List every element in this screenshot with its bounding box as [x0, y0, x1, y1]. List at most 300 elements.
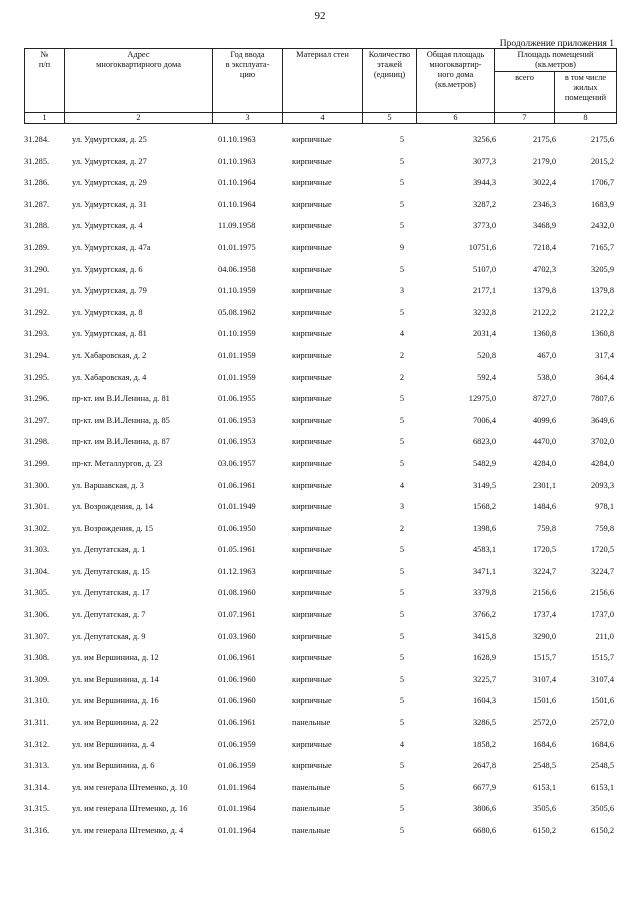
row-floors: 5: [399, 804, 404, 814]
row-material: панельные: [292, 826, 331, 835]
row-address: ул. Хабаровская, д. 4: [72, 372, 147, 382]
row-number: 31.299.: [24, 458, 50, 468]
row-floors: 5: [399, 782, 404, 792]
table-row: [24, 756, 616, 778]
table-row: [24, 821, 616, 843]
row-premises-all: 3022,4: [532, 178, 556, 188]
row-number: 31.308.: [24, 653, 50, 663]
row-year: 01.06.1953: [218, 415, 256, 425]
row-material: кирпичные: [292, 264, 332, 274]
row-premises-all: 1501,6: [532, 696, 556, 706]
row-address: ул. Возрождения, д. 15: [72, 523, 154, 533]
row-premises-living: 6150,2: [590, 826, 614, 835]
table-row: [24, 324, 616, 346]
row-total-area: 3471,1: [472, 566, 496, 576]
row-total-area: 12975,0: [468, 394, 496, 404]
row-number: 31.297.: [24, 415, 50, 425]
row-year: 01.08.1960: [218, 588, 256, 598]
row-number: 31.300.: [24, 480, 50, 490]
row-premises-all: 759,8: [537, 523, 556, 533]
row-floors: 9: [399, 242, 404, 252]
row-total-area: 4583,1: [472, 545, 496, 555]
row-floors: 2: [399, 350, 404, 360]
row-total-area: 3256,6: [472, 135, 496, 144]
row-premises-living: 211,0: [595, 631, 614, 641]
row-floors: 3: [399, 502, 404, 512]
row-total-area: 1858,2: [472, 739, 496, 749]
row-total-area: 2031,4: [472, 329, 496, 339]
row-year: 01.01.1959: [218, 350, 256, 360]
row-floors: 2: [399, 372, 404, 382]
row-address: ул. Хабаровская, д. 2: [72, 350, 147, 360]
row-premises-all: 2572,0: [532, 718, 556, 728]
row-number: 31.311.: [24, 718, 49, 728]
row-year: 01.06.1961: [218, 480, 256, 490]
row-premises-living: 2175,6: [590, 135, 614, 144]
row-total-area: 5107,0: [472, 264, 496, 274]
table-row: [24, 346, 616, 368]
row-floors: 5: [399, 631, 404, 641]
header-all: всего: [495, 72, 555, 113]
table-row: [24, 195, 616, 217]
row-premises-all: 2175,6: [532, 135, 556, 144]
table-row: [24, 691, 616, 713]
row-premises-living: 6153,1: [590, 782, 614, 792]
row-year: 03.06.1957: [218, 458, 256, 468]
row-total-area: 1604,3: [472, 696, 496, 706]
row-number: 31.288.: [24, 221, 50, 231]
row-address: ул. Удмуртская, д. 8: [72, 307, 143, 317]
row-material: кирпичные: [292, 156, 332, 166]
row-premises-living: 1684,6: [590, 739, 614, 749]
table-row: [24, 303, 616, 325]
column-number: 2: [65, 113, 213, 124]
row-material: кирпичные: [292, 502, 332, 512]
row-material: кирпичные: [292, 437, 332, 447]
row-premises-all: 467,0: [537, 350, 556, 360]
row-year: 01.10.1959: [218, 329, 256, 339]
column-number: 5: [363, 113, 417, 124]
row-address: ул. Удмуртская, д. 29: [72, 178, 147, 188]
row-premises-living: 3224,7: [590, 566, 614, 576]
row-floors: 4: [399, 329, 404, 339]
row-total-area: 3232,8: [472, 307, 496, 317]
row-premises-living: 2093,3: [590, 480, 614, 490]
row-premises-all: 2346,3: [532, 199, 556, 209]
row-floors: 5: [399, 761, 404, 771]
row-address: ул. им Вершинина, д. 6: [72, 761, 155, 771]
table-row: [24, 130, 616, 152]
table-row: [24, 476, 616, 498]
column-numbers-row: [25, 113, 617, 124]
row-year: 01.10.1963: [218, 156, 256, 166]
row-number: 31.309.: [24, 674, 50, 684]
table-row: [24, 368, 616, 390]
row-address: ул. Депутатская, д. 9: [72, 631, 146, 641]
row-material: кирпичные: [292, 653, 332, 663]
appendix-caption: Продолжение приложения 1: [499, 39, 614, 49]
row-year: 01.06.1961: [218, 718, 256, 728]
row-number: 31.284.: [24, 135, 50, 144]
row-material: панельные: [292, 718, 331, 728]
row-material: панельные: [292, 804, 331, 814]
row-premises-living: 3649,6: [590, 415, 614, 425]
row-year: 01.06.1955: [218, 394, 256, 404]
row-total-area: 3225,7: [472, 674, 496, 684]
table-row: [24, 778, 616, 800]
row-floors: 5: [399, 135, 404, 144]
row-address: ул. Варшавская, д. 3: [72, 480, 144, 490]
row-premises-living: 7165,7: [590, 242, 614, 252]
row-year: 01.01.1964: [218, 804, 256, 814]
row-premises-all: 4099,6: [532, 415, 556, 425]
row-number: 31.315.: [24, 804, 50, 814]
row-material: кирпичные: [292, 199, 332, 209]
header-year: Год ввода в эксплуата- цию: [213, 49, 283, 113]
row-material: кирпичные: [292, 696, 332, 706]
row-total-area: 3149,5: [472, 480, 496, 490]
row-address: ул. Удмуртская, д. 4: [72, 221, 143, 231]
row-floors: 4: [399, 480, 404, 490]
row-total-area: 1628,9: [472, 653, 496, 663]
table-row: [24, 432, 616, 454]
row-address: ул. Депутатская, д. 17: [72, 588, 150, 598]
row-premises-living: 2432,0: [590, 221, 614, 231]
row-floors: 5: [399, 696, 404, 706]
row-premises-all: 3505,6: [532, 804, 556, 814]
row-total-area: 5482,9: [472, 458, 496, 468]
row-number: 31.314.: [24, 782, 50, 792]
table-row: [24, 562, 616, 584]
row-total-area: 6823,0: [472, 437, 496, 447]
header-living: в том числе жилых помещений: [555, 72, 617, 113]
header-num: № п/п: [25, 49, 65, 113]
row-number: 31.296.: [24, 394, 50, 404]
table-row: [24, 713, 616, 735]
row-premises-all: 6153,1: [532, 782, 556, 792]
row-premises-all: 8727,0: [532, 394, 556, 404]
row-total-area: 520,8: [477, 350, 496, 360]
row-premises-all: 3224,7: [532, 566, 556, 576]
row-material: кирпичные: [292, 545, 332, 555]
row-year: 01.10.1964: [218, 178, 256, 188]
row-floors: 5: [399, 566, 404, 576]
row-floors: 5: [399, 156, 404, 166]
row-year: 01.06.1950: [218, 523, 256, 533]
table-row: [24, 238, 616, 260]
row-material: кирпичные: [292, 350, 332, 360]
row-premises-all: 4702,3: [532, 264, 556, 274]
table-row: [24, 389, 616, 411]
row-material: кирпичные: [292, 674, 332, 684]
row-year: 01.10.1959: [218, 286, 256, 296]
row-premises-living: 1737,0: [590, 610, 614, 620]
row-address: ул. им генерала Штеменко, д. 16: [72, 804, 188, 814]
row-material: кирпичные: [292, 307, 332, 317]
row-address: ул. Удмуртская, д. 79: [72, 286, 147, 296]
row-material: кирпичные: [292, 178, 332, 188]
row-year: 01.01.1949: [218, 502, 256, 512]
row-year: 01.06.1959: [218, 761, 256, 771]
row-premises-all: 2179,0: [532, 156, 556, 166]
row-premises-living: 3205,9: [590, 264, 614, 274]
row-material: кирпичные: [292, 372, 332, 382]
row-premises-all: 1737,4: [532, 610, 556, 620]
row-material: кирпичные: [292, 242, 332, 252]
row-premises-living: 2015,2: [590, 156, 614, 166]
row-material: панельные: [292, 782, 331, 792]
row-premises-all: 538,0: [537, 372, 556, 382]
row-premises-all: 4470,0: [532, 437, 556, 447]
table-row: [24, 583, 616, 605]
row-floors: 5: [399, 826, 404, 835]
row-number: 31.298.: [24, 437, 50, 447]
row-address: ул. Депутатская, д. 1: [72, 545, 146, 555]
row-material: кирпичные: [292, 523, 332, 533]
row-address: ул. Депутатская, д. 7: [72, 610, 146, 620]
row-floors: 5: [399, 415, 404, 425]
row-floors: 5: [399, 394, 404, 404]
row-address: ул. им генерала Штеменко, д. 4: [72, 826, 184, 835]
table-header: [24, 48, 617, 124]
row-number: 31.306.: [24, 610, 50, 620]
row-address: пр-кт. им В.И.Ленина, д. 87: [72, 437, 170, 447]
row-premises-living: 2548,5: [590, 761, 614, 771]
row-floors: 5: [399, 610, 404, 620]
row-premises-living: 317,4: [595, 350, 614, 360]
row-total-area: 592,4: [477, 372, 496, 382]
row-year: 01.01.1964: [218, 782, 256, 792]
column-number: 3: [213, 113, 283, 124]
row-year: 01.01.1964: [218, 826, 256, 835]
table-row: [24, 216, 616, 238]
row-number: 31.312.: [24, 739, 50, 749]
row-total-area: 1568,2: [472, 502, 496, 512]
table-row: [24, 497, 616, 519]
row-premises-living: 7807,6: [590, 394, 614, 404]
row-year: 01.10.1964: [218, 199, 256, 209]
row-material: кирпичные: [292, 329, 332, 339]
row-address: ул. Депутатская, д. 15: [72, 566, 150, 576]
row-premises-living: 4284,0: [590, 458, 614, 468]
row-premises-all: 3468,9: [532, 221, 556, 231]
column-number: 6: [417, 113, 495, 124]
row-number: 31.307.: [24, 631, 50, 641]
row-premises-all: 1360,8: [532, 329, 556, 339]
row-total-area: 3077,3: [472, 156, 496, 166]
row-number: 31.302.: [24, 523, 50, 533]
row-material: кирпичные: [292, 394, 332, 404]
row-total-area: 3286,5: [472, 718, 496, 728]
row-material: кирпичные: [292, 588, 332, 598]
row-floors: 4: [399, 739, 404, 749]
row-material: кирпичные: [292, 480, 332, 490]
row-material: кирпичные: [292, 631, 332, 641]
row-floors: 5: [399, 653, 404, 663]
row-year: 01.06.1960: [218, 674, 256, 684]
row-premises-living: 978,1: [595, 502, 614, 512]
row-year: 04.06.1958: [218, 264, 256, 274]
row-total-area: 3773,0: [472, 221, 496, 231]
column-number: 7: [495, 113, 555, 124]
row-number: 31.310.: [24, 696, 50, 706]
row-year: 01.10.1963: [218, 135, 256, 144]
table-row: [24, 281, 616, 303]
row-premises-living: 1501,6: [590, 696, 614, 706]
row-floors: 5: [399, 199, 404, 209]
row-floors: 5: [399, 264, 404, 274]
column-number: 8: [555, 113, 617, 124]
row-premises-all: 1684,6: [532, 739, 556, 749]
row-number: 31.301.: [24, 502, 50, 512]
row-address: ул. Удмуртская, д. 81: [72, 329, 147, 339]
row-year: 01.01.1975: [218, 242, 256, 252]
row-material: кирпичные: [292, 458, 332, 468]
row-total-area: 3379,8: [472, 588, 496, 598]
row-total-area: 3806,6: [472, 804, 496, 814]
row-premises-living: 3702,0: [590, 437, 614, 447]
row-material: кирпичные: [292, 566, 332, 576]
row-material: кирпичные: [292, 135, 332, 144]
row-address: пр-кт. им В.И.Ленина, д. 85: [72, 415, 170, 425]
row-number: 31.289.: [24, 242, 50, 252]
row-premises-all: 7218,4: [532, 242, 556, 252]
row-premises-all: 2122,2: [532, 307, 556, 317]
row-year: 01.06.1959: [218, 739, 256, 749]
row-floors: 3: [399, 286, 404, 296]
row-premises-all: 3290,0: [532, 631, 556, 641]
header-floors: Количество этажей (единиц): [363, 49, 417, 113]
row-year: 01.06.1953: [218, 437, 256, 447]
row-year: 11.09.1958: [218, 221, 256, 231]
row-premises-living: 1706,7: [590, 178, 614, 188]
table-row: [24, 627, 616, 649]
column-number: 4: [283, 113, 363, 124]
row-premises-all: 4284,0: [532, 458, 556, 468]
row-total-area: 3944,3: [472, 178, 496, 188]
table-body: [24, 130, 616, 843]
row-year: 01.06.1960: [218, 696, 256, 706]
row-address: ул. им Вершинина, д. 14: [72, 674, 159, 684]
row-number: 31.285.: [24, 156, 50, 166]
row-total-area: 10751,6: [468, 242, 496, 252]
header-material: Материал стен: [283, 49, 363, 113]
row-floors: 5: [399, 545, 404, 555]
header-premises-area: Площадь помещений (кв.метров): [495, 49, 617, 72]
row-address: ул. Удмуртская, д. 31: [72, 199, 147, 209]
row-year: 01.12.1963: [218, 566, 256, 576]
table-row: [24, 799, 616, 821]
row-floors: 5: [399, 588, 404, 598]
row-total-area: 7006,4: [472, 415, 496, 425]
row-premises-all: 1379,8: [532, 286, 556, 296]
row-premises-living: 759,8: [595, 523, 614, 533]
row-floors: 5: [399, 307, 404, 317]
row-number: 31.292.: [24, 307, 50, 317]
row-material: кирпичные: [292, 739, 332, 749]
row-floors: 5: [399, 178, 404, 188]
table-row: [24, 152, 616, 174]
row-number: 31.287.: [24, 199, 50, 209]
row-year: 01.06.1961: [218, 653, 256, 663]
row-address: ул. Удмуртская, д. 47а: [72, 242, 151, 252]
row-address: ул. Удмуртская, д. 6: [72, 264, 143, 274]
row-floors: 5: [399, 674, 404, 684]
row-address: ул. Возрождения, д. 14: [72, 502, 154, 512]
row-material: кирпичные: [292, 610, 332, 620]
row-number: 31.313.: [24, 761, 50, 771]
row-premises-living: 1379,8: [590, 286, 614, 296]
table-row: [24, 648, 616, 670]
table-row: [24, 605, 616, 627]
row-year: 01.07.1961: [218, 610, 256, 620]
row-floors: 5: [399, 458, 404, 468]
row-premises-living: 2572,0: [590, 718, 614, 728]
row-number: 31.294.: [24, 350, 50, 360]
row-premises-living: 1360,8: [590, 329, 614, 339]
page-number: 92: [314, 10, 326, 22]
row-premises-living: 1720,5: [590, 545, 614, 555]
row-material: кирпичные: [292, 221, 332, 231]
table-row: [24, 519, 616, 541]
row-address: ул. им Вершинина, д. 16: [72, 696, 159, 706]
row-number: 31.304.: [24, 566, 50, 576]
row-address: ул. им генерала Штеменко, д. 10: [72, 782, 188, 792]
row-number: 31.316.: [24, 826, 50, 835]
table-row: [24, 735, 616, 757]
row-premises-all: 3107,4: [532, 674, 556, 684]
row-premises-all: 2548,5: [532, 761, 556, 771]
row-premises-all: 1484,6: [532, 502, 556, 512]
row-total-area: 6677,9: [472, 782, 496, 792]
header-total-area: Общая площадь многоквартир- ного дома (кв.метров): [417, 49, 495, 113]
row-premises-all: 1515,7: [532, 653, 556, 663]
row-address: ул. Удмуртская, д. 27: [72, 156, 147, 166]
row-floors: 2: [399, 523, 404, 533]
table-row: [24, 173, 616, 195]
row-premises-living: 3505,6: [590, 804, 614, 814]
row-material: кирпичные: [292, 286, 332, 296]
row-premises-living: 364,4: [595, 372, 614, 382]
row-premises-living: 2122,2: [590, 307, 614, 317]
row-address: пр-кт. им В.И.Ленина, д. 81: [72, 394, 170, 404]
row-total-area: 2177,1: [472, 286, 496, 296]
row-year: 01.03.1960: [218, 631, 256, 641]
row-floors: 5: [399, 221, 404, 231]
row-total-area: 6680,6: [472, 826, 496, 835]
row-total-area: 3415,8: [472, 631, 496, 641]
row-premises-all: 6150,2: [532, 826, 556, 835]
row-address: ул. им Вершинина, д. 12: [72, 653, 159, 663]
row-premises-all: 1720,5: [532, 545, 556, 555]
row-premises-all: 2301,1: [532, 480, 556, 490]
row-premises-living: 3107,4: [590, 674, 614, 684]
row-year: 05.08.1962: [218, 307, 256, 317]
row-address: пр-кт. Металлургов, д. 23: [72, 458, 163, 468]
row-total-area: 3766,2: [472, 610, 496, 620]
row-material: кирпичные: [292, 761, 332, 771]
row-premises-living: 1683,9: [590, 199, 614, 209]
row-year: 01.01.1959: [218, 372, 256, 382]
row-total-area: 2647,8: [472, 761, 496, 771]
row-year: 01.05.1961: [218, 545, 256, 555]
row-premises-all: 2156,6: [532, 588, 556, 598]
table-row: [24, 540, 616, 562]
table-row: [24, 454, 616, 476]
row-number: 31.290.: [24, 264, 50, 274]
row-number: 31.295.: [24, 372, 50, 382]
column-number: 1: [25, 113, 65, 124]
